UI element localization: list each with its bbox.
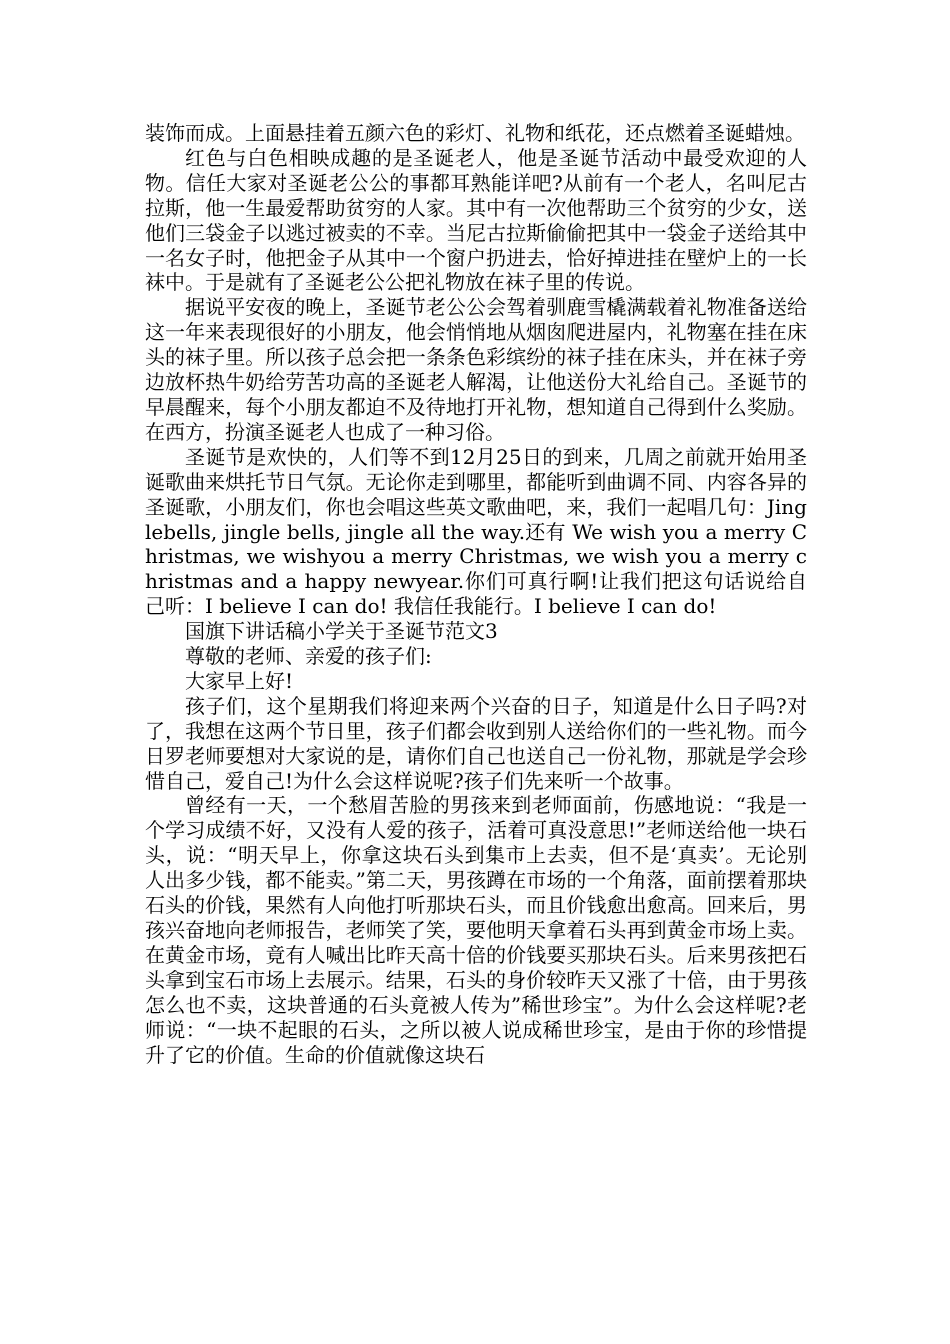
paragraph-christmas-songs: 圣诞节是欢快的，人们等不到12月25日的到来，几周之前就开始用圣诞歌曲来烘托节日气氛。无论你走到哪里，都能听到曲调不同、内容各异的圣诞歌，小朋友们，你也会唱这些英文歌曲吧，来，我们一起唱几句：Jinglebells, jingle bells, jingle all the way.还有 We wish you a merry Christmas, we wishyou a merry Christmas, we wish you a merry christmas and a happy newyear.你们可真行啊!让我们把这句话说给自己听：I believe I can do! 我信任我能行。I believe I can do! [145,444,807,619]
paragraph-continued: 装饰而成。上面悬挂着五颜六色的彩灯、礼物和纸花，还点燃着圣诞蜡烛。 [145,121,805,145]
salutation: 尊敬的老师、亲爱的孩子们: [185,644,432,669]
greeting: 大家早上好! [185,668,294,693]
document-page [145,121,807,1067]
paragraph-santa-story: 红色与白色相映成趣的是圣诞老人，他是圣诞节活动中最受欢迎的人物。信任大家对圣诞老公公的事都耳熟能详吧?从前有一个老人，名叫尼古拉斯，他一生最爱帮助贫穷的人家。其中有一次他帮助三个贫穷的少女，送他们三袋金子以逃过被卖的不幸。当尼古拉斯偷偷把其中一袋金子送给其中一名女子时，他把金子从其中一个窗户扔进去，恰好掉进挂在壁炉上的一长袜中。于是就有了圣诞老公公把礼物放在袜子里的传说。 [145,145,807,295]
paragraph-stone-story: 曾经有一天，一个愁眉苦脸的男孩来到老师面前，伤感地说：“我是一个学习成绩不好，又没有人爱的孩子，活着可真没意思!”老师送给他一块石头，说：“明天早上，你拿这块石头到集市上去卖，但不是‘真卖’。无论别人出多少钱，都不能卖。”第二天，男孩蹲在市场的一个角落，面前摆着那块石头的价钱，果然有人向他打听那块石头，而且价钱愈出愈高。回来后，男孩兴奋地向老师报告，老师笑了笑，要他明天拿着石头再到黄金市场上卖。在黄金市场，竟有人喊出比昨天高十倍的价钱要买那块石头。后来男孩把石头拿到宝石市场上去展示。结果，石头的身价较昨天又涨了十倍，由于男孩怎么也不卖，这块普通的石头竟被人传为”稀世珍宝”。为什么会这样呢?老师说：“一块不起眼的石头，之所以被人说成稀世珍宝，是由于你的珍惜提升了它的价值。生命的价值就像这块石 [145,793,807,1067]
paragraph-christmas-eve: 据说平安夜的晚上，圣诞节老公公会驾着驯鹿雪橇满载着礼物准备送给这一年来表现很好的小朋友，他会悄悄地从烟囱爬进屋内，礼物塞在挂在床头的袜子里。所以孩子总会把一条条色彩缤纷的袜子挂在床头，并在袜子旁边放杯热牛奶给劳苦功高的圣诞老人解渴，让他送份大礼给自己。圣诞节的早晨醒来，每个小朋友都迫不及待地打开礼物，想知道自己得到什么奖励。在西方，扮演圣诞老人也成了一种习俗。 [145,295,807,444]
paragraph-gift: 孩子们，这个星期我们将迎来两个兴奋的日子，知道是什么日子吗?对了，我想在这两个节日里，孩子们都会收到别人送给你们的一些礼物。而今日罗老师要想对大家说的是，请你们自己也送自己一份礼物，那就是学会珍惜自己，爱自己!为什么会这样说呢?孩子们先来听一个故事。 [145,693,807,793]
section-heading: 国旗下讲话稿小学关于圣诞节范文3 [185,619,498,644]
